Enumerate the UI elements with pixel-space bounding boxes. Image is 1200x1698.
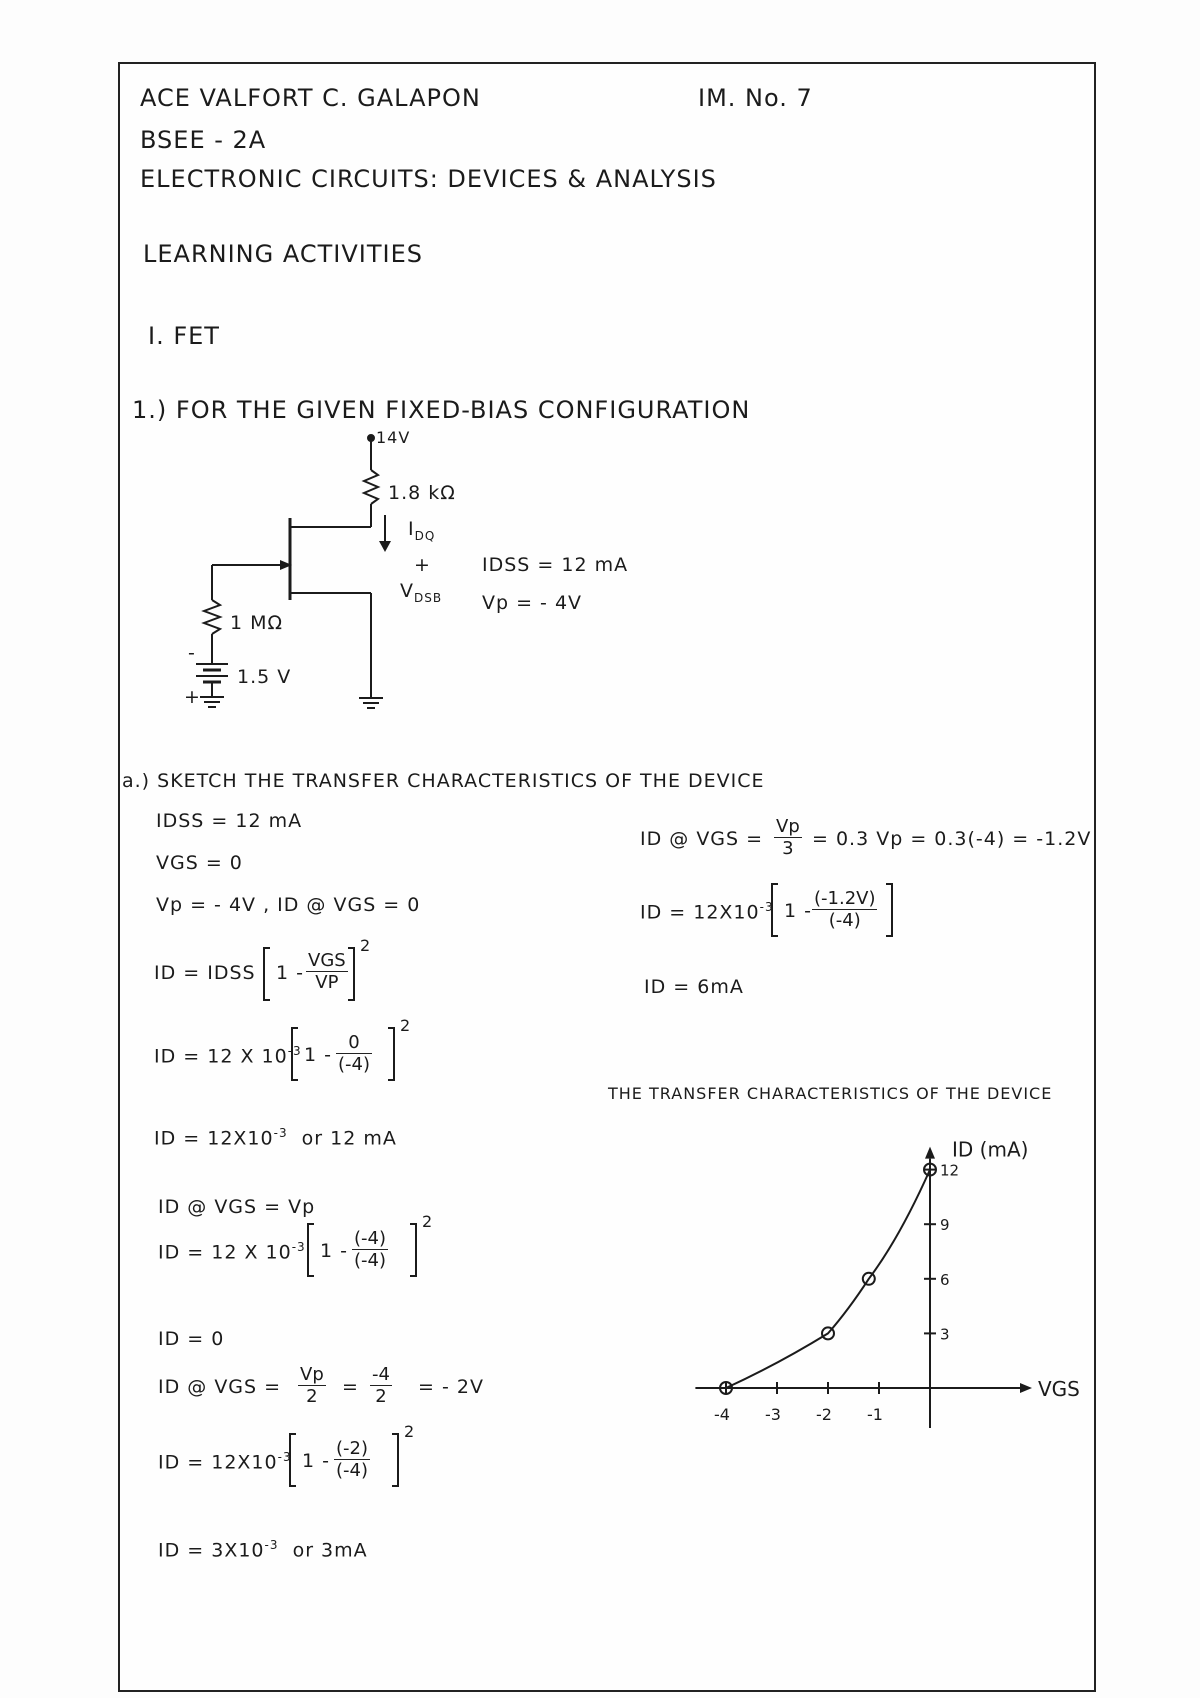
- course-section: BSEE - 2A: [140, 126, 267, 154]
- vdsq-label: $V_{DSB}$: [400, 580, 443, 605]
- vds-plus-sign: +: [414, 554, 431, 576]
- y-axis-arrow: [925, 1147, 935, 1159]
- x-axis-arrow: [1020, 1383, 1032, 1393]
- vgg-minus-sign: -: [188, 642, 196, 664]
- idq-label: $I_{DQ}$: [408, 518, 436, 543]
- im-number: IM. No. 7: [698, 84, 813, 112]
- subject-title: ELECTRONIC CIRCUITS: DEVICES & ANALYSIS: [140, 165, 717, 193]
- vgs-half-result: = - 2V: [418, 1376, 484, 1398]
- one-minus-3: 1 -: [320, 1240, 348, 1262]
- vgg-label: 1.5 V: [237, 666, 292, 688]
- given-idss: IDSS = 12 mA: [482, 554, 629, 576]
- shockley-one-minus: 1 -: [276, 962, 304, 984]
- id-result-4: ID = 6mA: [644, 976, 744, 998]
- vdd-label: 14V: [376, 428, 411, 447]
- rd-label: 1.8 kΩ: [388, 482, 456, 504]
- shockley-lhs: ID = IDSS: [154, 962, 256, 984]
- x-tick-label-2: -3: [765, 1405, 781, 1424]
- calc-vp: Vp = - 4V , ID @ VGS = 0: [156, 894, 421, 916]
- x-tick-label-3: -2: [816, 1405, 832, 1424]
- exponent-2: 2: [360, 936, 372, 955]
- section-title: LEARNING ACTIVITIES: [143, 240, 423, 268]
- chart-caption: THE TRANSFER CHARACTERISTICS OF THE DEVICE: [608, 1084, 1053, 1103]
- fraction-3: $\frac{(-4)}{(-4)}$: [354, 1228, 386, 1271]
- id-result-1: ID = $12X10^{-3}$ or 12 mA: [154, 1126, 397, 1150]
- calc-vgs-zero: VGS = 0: [156, 852, 243, 874]
- part-a-prompt: a.) SKETCH THE TRANSFER CHARACTERISTICS OF THE DEVICE: [122, 770, 765, 792]
- transfer-curve: [726, 1170, 930, 1388]
- vgs-third-lhs: ID @ VGS =: [640, 828, 764, 850]
- rg-label: 1 MΩ: [230, 612, 284, 634]
- exponent-2c: 2: [422, 1212, 434, 1231]
- one-minus-4: 1 -: [302, 1450, 330, 1472]
- id-calc-4: ID = $12X10^{-3}$: [640, 900, 774, 924]
- vgs-third-result: = 0.3 Vp = 0.3(-4) = -1.2V: [812, 828, 1092, 850]
- x-tick-label-1: -4: [714, 1405, 730, 1424]
- fraction-5: $\frac{(-1.2V)}{(-4)}$: [814, 888, 876, 931]
- id-calc-1: ID = 12 X $10^{-3}$: [154, 1044, 302, 1068]
- equals-sign: =: [342, 1376, 359, 1398]
- vgs-half-lhs: ID @ VGS =: [158, 1376, 282, 1398]
- section-subtitle: I. FET: [148, 322, 220, 350]
- fraction-4: $\frac{(-2)}{(-4)}$: [336, 1438, 368, 1481]
- id-calc-2: ID = 12 X $10^{-3}$: [158, 1240, 306, 1264]
- one-minus-5: 1 -: [784, 900, 812, 922]
- id-at-vp: ID @ VGS = Vp: [158, 1196, 316, 1218]
- y-axis-label: ID (mA): [952, 1137, 1029, 1162]
- id-result-3: ID = $3X10^{-3}$ or 3mA: [158, 1538, 368, 1562]
- given-vp: Vp = - 4V: [482, 592, 583, 614]
- x-axis-label: VGS: [1038, 1377, 1080, 1401]
- calc-idss: IDSS = 12 mA: [156, 810, 303, 832]
- fraction-2: $\frac{0}{(-4)}$: [338, 1032, 370, 1075]
- x-tick-label-4: -1: [867, 1405, 883, 1424]
- problem-prompt: 1.) FOR THE GIVEN FIXED-BIAS CONFIGURATION: [132, 396, 751, 424]
- exponent-2b: 2: [400, 1016, 412, 1035]
- exponent-2d: 2: [404, 1422, 416, 1441]
- y-tick-label-4: 12: [940, 1161, 960, 1180]
- shockley-fraction: VGS VP: [308, 950, 346, 993]
- y-tick-label-2: 6: [940, 1270, 950, 1289]
- one-minus-2: 1 -: [304, 1044, 332, 1066]
- id-calc-3: ID = $12X10^{-3}$: [158, 1450, 292, 1474]
- id-result-2: ID = 0: [158, 1328, 225, 1350]
- fraction-vp-2: $\frac{Vp}{2}$: [300, 1364, 324, 1407]
- student-name: ACE VALFORT C. GALAPON: [140, 84, 481, 112]
- y-tick-label-3: 9: [940, 1216, 950, 1235]
- fraction-vp-3: $\frac{Vp}{3}$: [776, 816, 800, 859]
- vgg-plus-sign: +: [184, 686, 201, 708]
- fraction-minus4-2: $\frac{-4}{2}$: [372, 1364, 390, 1407]
- y-tick-label-1: 3: [940, 1325, 950, 1344]
